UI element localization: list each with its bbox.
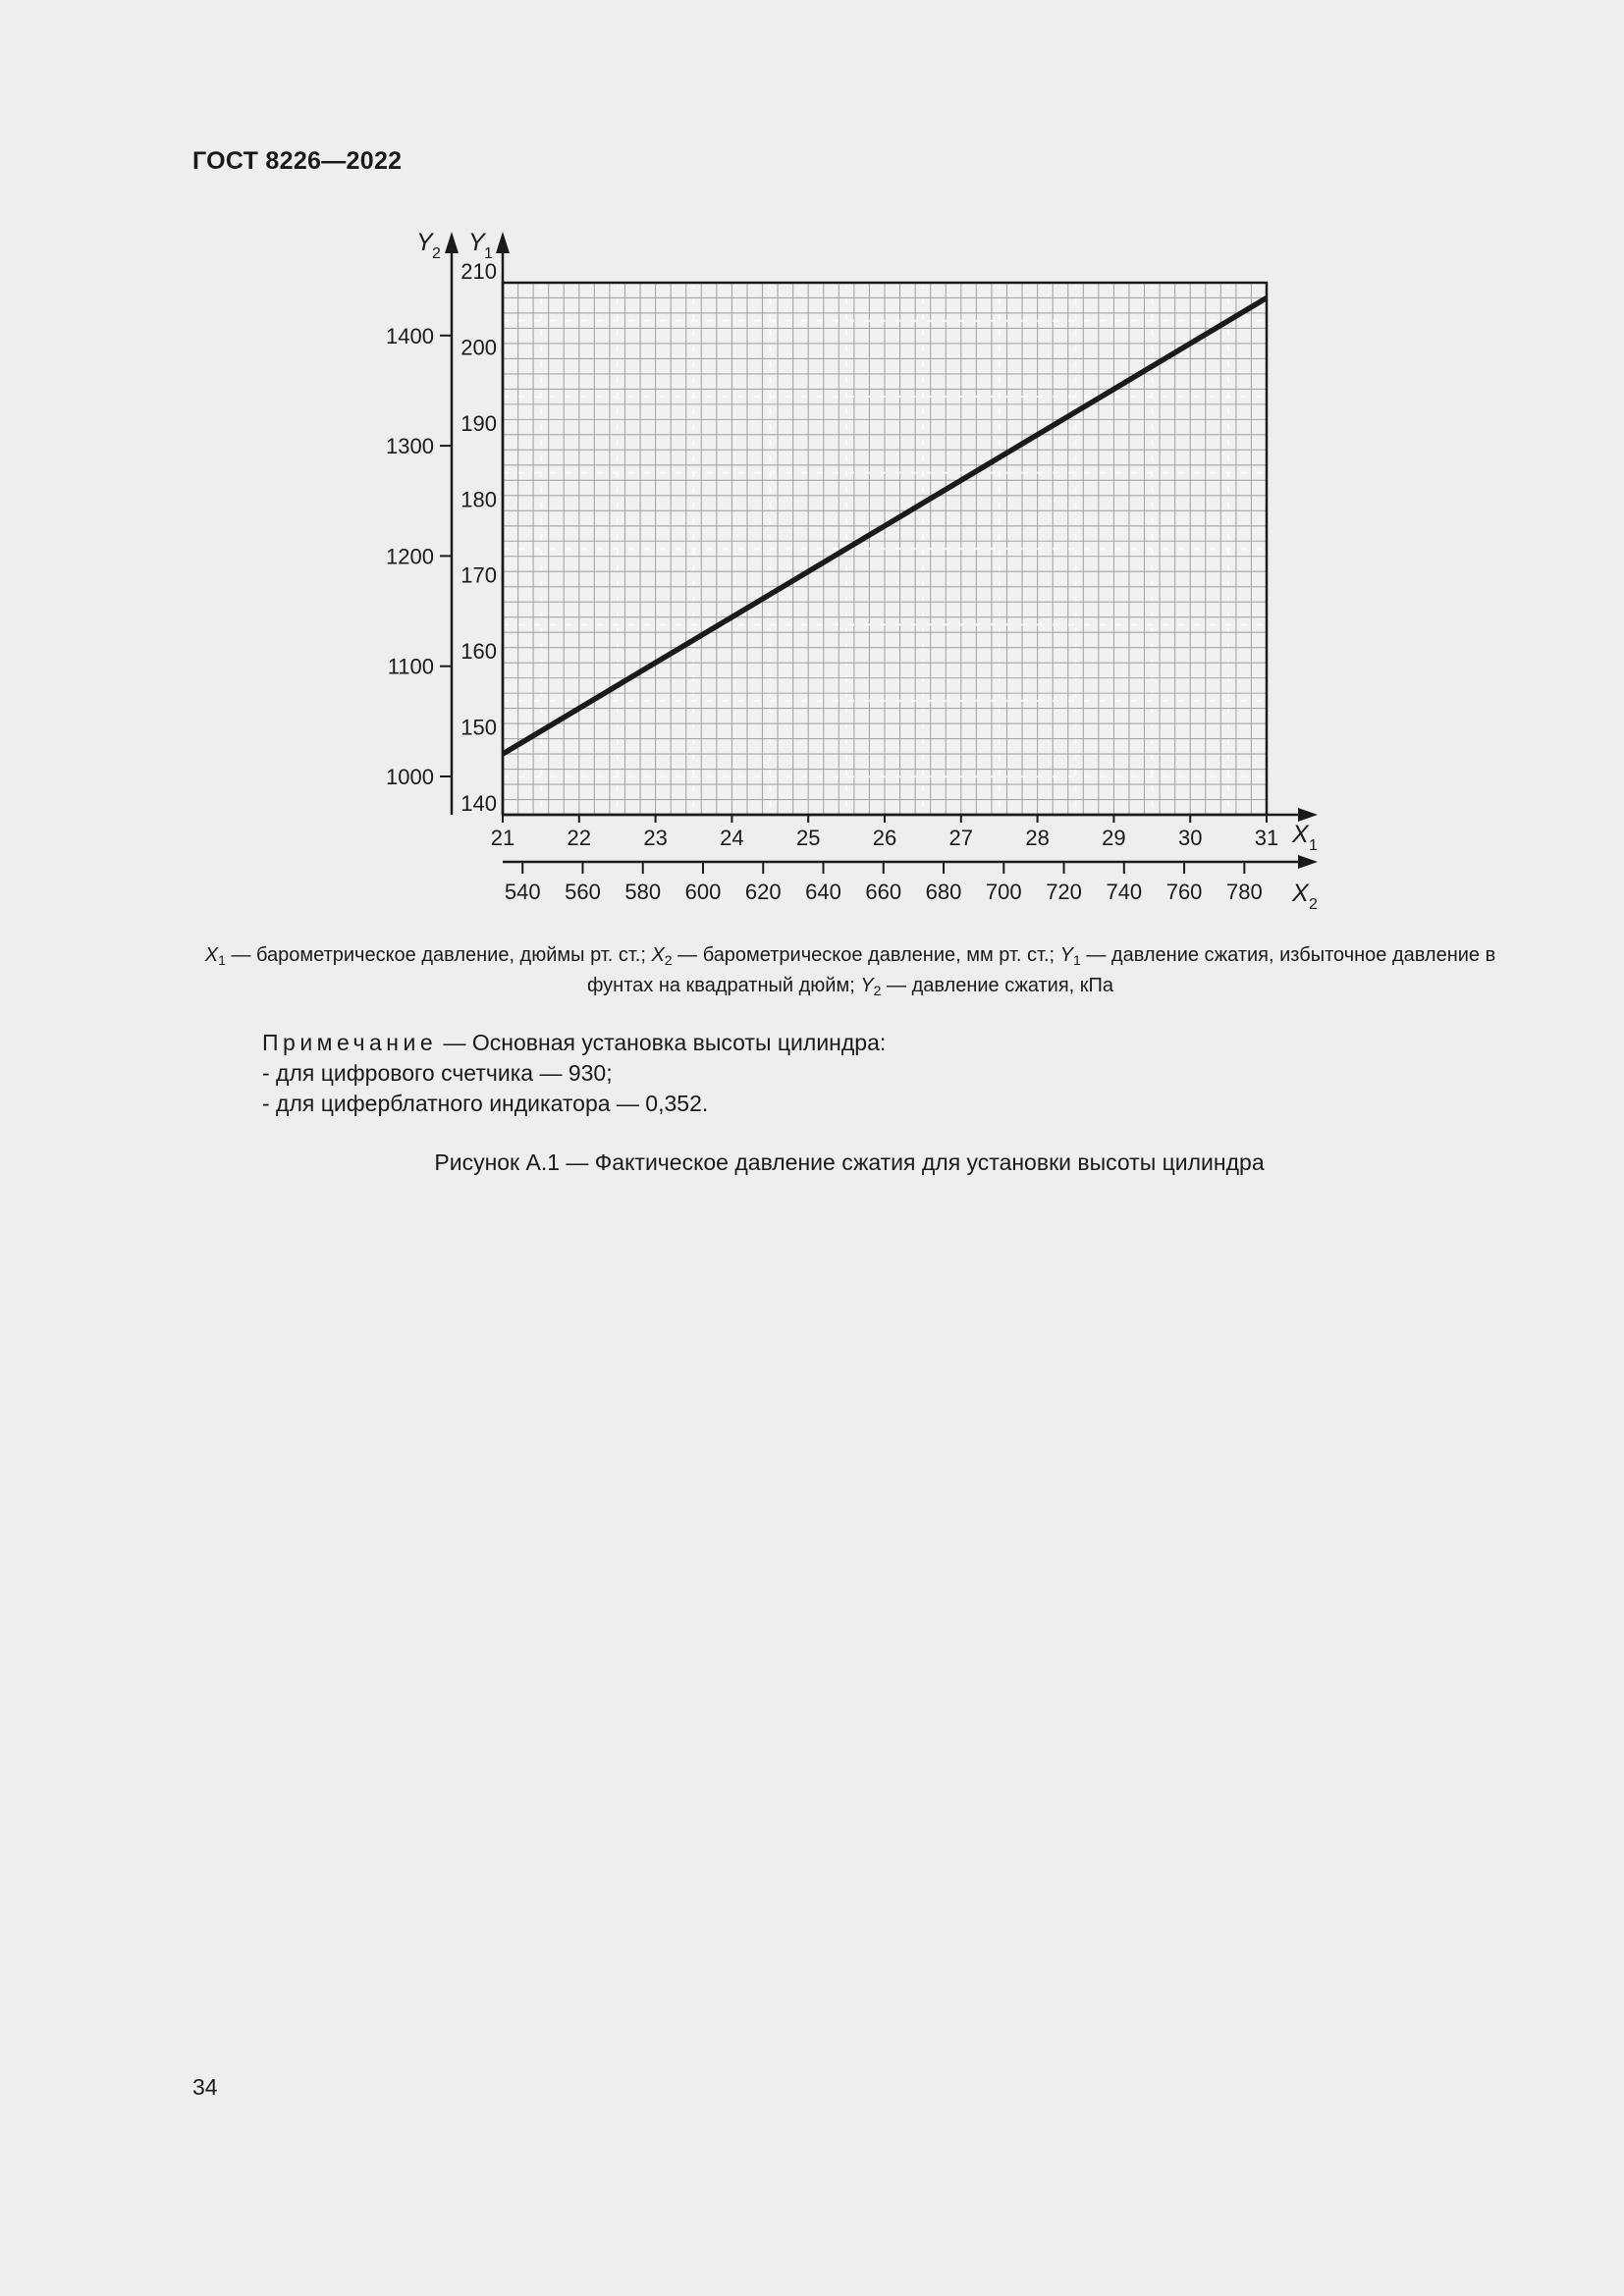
y2-tick-label: 1000 (386, 764, 434, 789)
x2-tick-label: 640 (805, 880, 841, 904)
x2-tick-label: 580 (624, 880, 662, 904)
legend-x1-var: X (204, 944, 219, 966)
x2-axis-arrow (1298, 855, 1318, 869)
note-block (262, 1028, 886, 1119)
x1-tick-label: 22 (567, 826, 592, 850)
x1-tick-label: 30 (1177, 826, 1203, 850)
legend-x2-desc: — барометрическое давление, мм рт. ст.; (672, 944, 1060, 966)
x1-axis-sub: 1 (1309, 837, 1318, 854)
y1-axis-arrow (496, 232, 510, 253)
y1-axis-sub: 1 (484, 245, 493, 262)
y2-tick-label: 1200 (386, 544, 434, 569)
x1-tick-label: 27 (948, 826, 974, 850)
note-text: — Основная установка высоты цилиндра: (437, 1030, 887, 1055)
x2-tick-label: 760 (1165, 880, 1203, 904)
y2-axis-sub: 2 (432, 245, 441, 262)
x1-tick-label: 23 (643, 826, 668, 850)
document-header: ГОСТ 8226—2022 (192, 147, 403, 175)
y1-tick-label: 160 (460, 639, 497, 665)
y1-tick-label: 210 (460, 259, 497, 284)
y2-tick-label: 1400 (386, 323, 434, 348)
figure-caption: Рисунок А.1 — Фактическое давление сжатия для установки высоты цилиндра (434, 1149, 1265, 1175)
note-line (262, 1028, 886, 1058)
y2-tick-label: 1100 (387, 654, 434, 679)
x1-tick-label: 21 (490, 826, 515, 850)
x1-tick-label: 25 (795, 826, 821, 850)
x1-tick-label: 31 (1254, 826, 1279, 850)
x2-tick-label: 720 (1046, 880, 1082, 904)
y1-tick-label: 200 (460, 335, 497, 360)
legend-y1-var: Y (1059, 944, 1073, 966)
legend-y2-desc: — давление сжатия, кПа (881, 975, 1114, 996)
x1-axis-name: X (1292, 821, 1309, 848)
y1-axis-name: Y (468, 229, 485, 256)
note-item: - для цифрового счетчика — 930; (262, 1060, 613, 1086)
x2-tick-label: 540 (504, 880, 541, 904)
y1-tick-label: 150 (460, 715, 497, 740)
x2-axis-sub: 2 (1309, 896, 1318, 913)
x1-tick-label: 24 (720, 826, 744, 850)
x2-tick-label: 740 (1106, 880, 1143, 904)
page-number: 34 (192, 2074, 218, 2100)
x2-tick-label: 780 (1225, 880, 1263, 904)
y2-tick-label: 1300 (386, 434, 434, 459)
note-item: - для циферблатного индикатора — 0,352. (262, 1091, 709, 1116)
note-label: Примечание (262, 1030, 438, 1055)
axis-legend (192, 942, 1508, 1003)
x2-tick-label: 620 (744, 880, 782, 904)
pressure-chart (0, 0, 1624, 942)
legend-y1-desc: — давление сжатия, избыточное давление в фунтах на квадратный дюйм; (586, 944, 1496, 996)
x2-tick-label: 680 (925, 880, 962, 904)
x2-axis-name: X (1292, 880, 1309, 907)
y2-axis-name: Y (416, 229, 433, 256)
y1-tick-label: 190 (460, 410, 497, 436)
x2-tick-label: 600 (684, 880, 722, 904)
x2-tick-label: 560 (565, 880, 601, 904)
legend-x1-desc: — барометрическое давление, дюймы рт. ст.; (225, 944, 652, 966)
legend-x1-sub: 1 (218, 952, 226, 968)
y2-axis-arrow (445, 232, 459, 253)
legend-x2-var: X (651, 944, 665, 966)
x1-axis-arrow (1298, 808, 1318, 822)
x2-tick-label: 700 (985, 880, 1022, 904)
x2-tick-label: 660 (865, 880, 902, 904)
x1-tick-label: 26 (872, 826, 897, 850)
legend-y1-sub: 1 (1073, 952, 1081, 968)
chart-grid (503, 283, 1267, 815)
y1-tick-label: 180 (460, 487, 497, 512)
x1-tick-label: 29 (1102, 826, 1126, 850)
y1-tick-label: 140 (460, 791, 497, 816)
x1-tick-label: 28 (1025, 826, 1050, 850)
legend-y2-sub: 2 (873, 983, 882, 998)
legend-x2-sub: 2 (664, 952, 673, 968)
legend-y2-var: Y (860, 975, 874, 996)
y1-tick-label: 170 (460, 562, 497, 588)
